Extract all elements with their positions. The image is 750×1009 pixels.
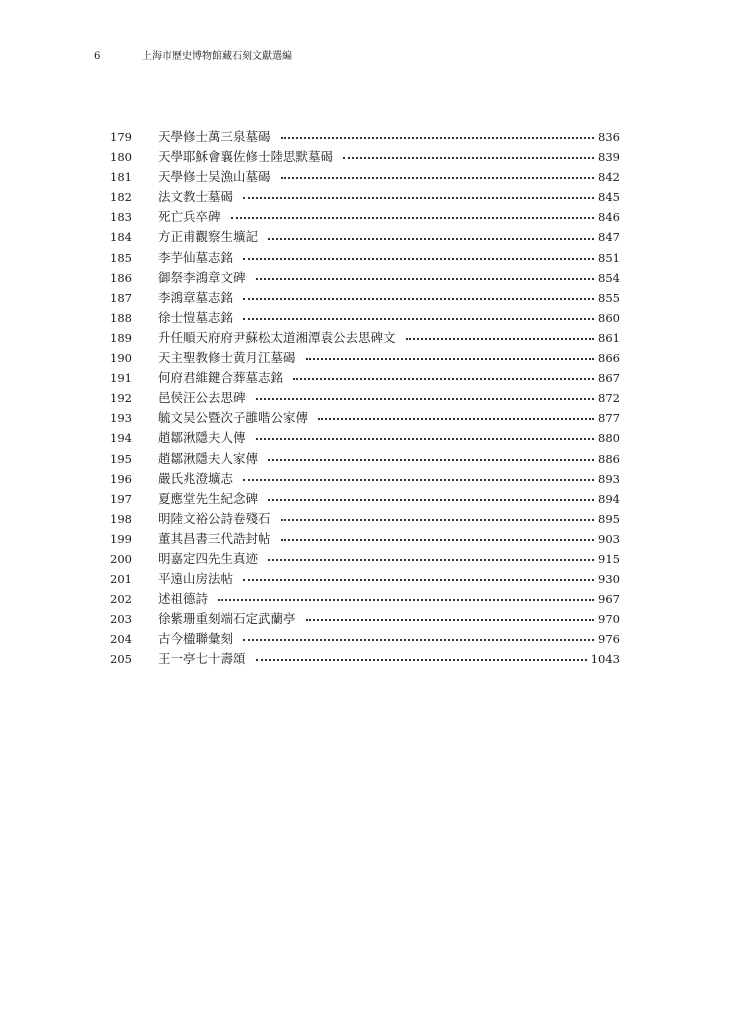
entry-number: 179	[110, 130, 132, 144]
toc-entry[interactable]	[110, 388, 620, 408]
entry-number: 188	[110, 310, 132, 325]
entry-page: 866	[598, 351, 620, 366]
entry-title: 天學耶穌會襄佐修士陸思默墓碣	[158, 149, 334, 165]
dot-leader	[243, 479, 594, 481]
toc-entry[interactable]	[110, 589, 620, 609]
entry-title: 夏應堂先生紀念碑	[158, 490, 259, 506]
entry-page: 895	[598, 511, 620, 526]
dot-leader	[243, 298, 594, 300]
entry-title: 古今楹聯彙刻	[158, 631, 234, 647]
entry-title: 邑侯汪公去思碑	[158, 390, 246, 406]
dot-leader	[318, 418, 594, 420]
toc-entry[interactable]	[110, 609, 620, 629]
entry-page: 872	[598, 391, 620, 406]
entry-page: 847	[598, 230, 620, 245]
entry-page: 860	[598, 310, 620, 325]
entry-page: 893	[598, 471, 620, 486]
entry-number: 181	[110, 170, 132, 185]
entry-title: 趙鄒湫隱夫人傳	[158, 430, 246, 446]
toc-entry[interactable]	[110, 308, 620, 328]
toc-entry[interactable]	[110, 408, 620, 428]
entry-page: 842	[598, 170, 620, 185]
toc-entry[interactable]	[110, 127, 620, 147]
running-head	[94, 49, 292, 65]
toc-entry[interactable]	[110, 268, 620, 288]
toc-entry[interactable]	[110, 649, 620, 669]
entry-number: 191	[110, 371, 132, 386]
entry-number: 205	[110, 652, 132, 667]
toc-entry[interactable]	[110, 147, 620, 167]
entry-number: 190	[110, 351, 132, 366]
dot-leader	[243, 579, 594, 581]
dot-leader	[256, 659, 587, 661]
entry-number: 195	[110, 451, 132, 466]
entry-page: 970	[598, 612, 620, 627]
entry-number: 196	[110, 471, 132, 486]
entry-number: 192	[110, 391, 132, 406]
entry-title: 何府君維鍵合葬墓志銘	[158, 370, 284, 386]
entry-title: 李鴻章墓志銘	[158, 289, 234, 305]
entry-title: 法文教士墓碣	[158, 189, 234, 205]
entry-number: 183	[110, 210, 132, 225]
toc-entry[interactable]	[110, 569, 620, 589]
dot-leader	[306, 619, 595, 621]
entry-page: 836	[598, 130, 620, 144]
entry-number: 182	[110, 190, 132, 205]
entry-page: 855	[598, 290, 620, 305]
entry-number: 200	[110, 551, 132, 566]
entry-page: 861	[598, 330, 620, 345]
dot-leader	[268, 459, 594, 461]
dot-leader	[218, 599, 594, 601]
entry-title: 天學修士吴漁山墓碣	[158, 169, 271, 185]
toc-entry[interactable]	[110, 449, 620, 469]
toc-entry[interactable]	[110, 529, 620, 549]
entry-number: 199	[110, 531, 132, 546]
toc-entry[interactable]	[110, 187, 620, 207]
page-number: 6	[94, 51, 101, 62]
entry-number: 203	[110, 612, 132, 627]
toc-entry[interactable]	[110, 248, 620, 268]
entry-page: 839	[598, 150, 620, 165]
entry-number: 186	[110, 270, 132, 285]
entry-title: 升任順天府府尹蘇松太道湘潭袁公去思碑文	[158, 329, 396, 345]
dot-leader	[256, 438, 595, 440]
dot-leader	[268, 499, 594, 501]
entry-title: 嚴氏兆澄壙志	[158, 470, 234, 486]
entry-title: 毓文吴公暨次子雝喈公家傳	[158, 410, 309, 426]
entry-page: 846	[598, 210, 620, 225]
dot-leader	[243, 639, 594, 641]
toc-entry[interactable]	[110, 328, 620, 348]
entry-number: 184	[110, 230, 132, 245]
dot-leader	[231, 217, 595, 219]
entry-page: 880	[598, 431, 620, 446]
entry-title: 天學修士萬三泉墓碣	[158, 129, 271, 144]
dot-leader	[281, 539, 595, 541]
toc-entry[interactable]	[110, 348, 620, 368]
entry-title: 趙鄒湫隱夫人家傳	[158, 450, 259, 466]
entry-page: 845	[598, 190, 620, 205]
entry-title: 平遠山房法帖	[158, 571, 234, 587]
entry-number: 202	[110, 592, 132, 607]
dot-leader	[293, 378, 594, 380]
dot-leader	[243, 258, 594, 260]
entry-number: 193	[110, 411, 132, 426]
toc-entry[interactable]	[110, 288, 620, 308]
entry-title: 李芋仙墓志銘	[158, 249, 234, 265]
table-of-contents	[110, 127, 620, 670]
toc-entry[interactable]	[110, 428, 620, 448]
toc-entry[interactable]	[110, 489, 620, 509]
entry-page: 867	[598, 371, 620, 386]
entry-page: 930	[598, 572, 620, 587]
entry-number: 180	[110, 150, 132, 165]
entry-title: 徐士愷墓志銘	[158, 309, 234, 325]
toc-entry[interactable]	[110, 167, 620, 187]
entry-title: 天主聖教修士黄月江墓碣	[158, 350, 296, 366]
entry-page: 976	[598, 632, 620, 647]
toc-entry[interactable]	[110, 509, 620, 529]
entry-title: 王一亭七十壽頌	[158, 651, 246, 667]
dot-leader	[281, 177, 595, 179]
dot-leader	[306, 358, 595, 360]
entry-title: 明嘉定四先生真迹	[158, 550, 259, 566]
toc-entry[interactable]	[110, 368, 620, 388]
toc-entry[interactable]	[110, 207, 620, 227]
entry-page: 894	[598, 491, 620, 506]
dot-leader	[281, 519, 595, 521]
entry-page: 967	[598, 592, 620, 607]
entry-page: 851	[598, 250, 620, 265]
toc-entry[interactable]	[110, 227, 620, 247]
entry-title: 董其昌書三代誥封帖	[158, 530, 271, 546]
toc-entry[interactable]	[110, 469, 620, 489]
toc-entry[interactable]	[110, 549, 620, 569]
entry-page: 1043	[590, 652, 620, 667]
entry-number: 198	[110, 511, 132, 526]
book-title: 上海市歷史博物館藏石刻文獻選編	[142, 51, 292, 62]
entry-number: 194	[110, 431, 132, 446]
dot-leader	[281, 137, 595, 139]
dot-leader	[256, 398, 595, 400]
entry-title: 徐紫珊重刻端石定武蘭亭	[158, 611, 296, 627]
entry-number: 201	[110, 572, 132, 587]
entry-title: 死亡兵卒碑	[158, 209, 221, 225]
entry-page: 886	[598, 451, 620, 466]
dot-leader	[268, 238, 594, 240]
entry-number: 204	[110, 632, 132, 647]
dot-leader	[243, 318, 594, 320]
toc-entry[interactable]	[110, 629, 620, 649]
dot-leader	[406, 338, 595, 340]
entry-number: 187	[110, 290, 132, 305]
entry-number: 185	[110, 250, 132, 265]
entry-page: 915	[598, 551, 620, 566]
entry-number: 189	[110, 330, 132, 345]
entry-title: 方正甫觀察生壙記	[158, 229, 259, 245]
entry-page: 854	[598, 270, 620, 285]
entry-page: 877	[598, 411, 620, 426]
entry-title: 御祭李鴻章文碑	[158, 269, 246, 285]
dot-leader	[243, 197, 594, 199]
dot-leader	[256, 278, 595, 280]
entry-title: 述祖德詩	[158, 591, 209, 607]
entry-page: 903	[598, 531, 620, 546]
dot-leader	[268, 559, 594, 561]
dot-leader	[343, 157, 594, 159]
entry-title: 明陸文裕公詩卷殘石	[158, 510, 271, 526]
entry-number: 197	[110, 491, 132, 506]
